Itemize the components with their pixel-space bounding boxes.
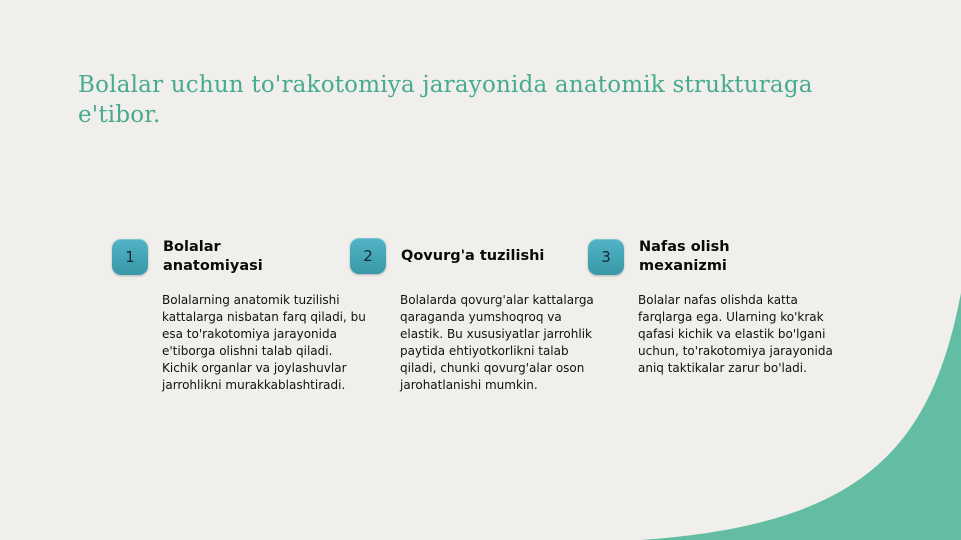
number-badge-2: 2: [350, 238, 386, 274]
column-nafas-olish-mexanizmi: [588, 238, 853, 375]
slide-title: Bolalar uchun to'rakotomiya jarayonida anatomik strukturaga e'tibor.: [78, 72, 813, 128]
column-heading: Qovurg'a tuzilishi: [401, 247, 545, 264]
column-body-text: Bolalar nafas olishda katta farqlarga ega. Ularning ko'krak qafasi kichik va elastik bo'lgani uchun, to'rakotomiya jarayonida aniq taktikalar zarur bo'ladi.: [638, 293, 833, 375]
column-header: [112, 238, 377, 276]
column-qovurga-tuzilishi: [350, 238, 615, 392]
column-body-text: Bolalarda qovurg'alar kattalarga qaraganda yumshoqroq va elastik. Bu xususiyatlar jarrohlik paytida ehtiyotkorlikni talab qiladi, chunki qovurg'alar oson jarohatlanishi mumkin.: [400, 293, 594, 392]
number-badge-1: 1: [112, 239, 148, 275]
column-header: [350, 238, 615, 274]
corner-swoosh-decoration: [631, 290, 961, 540]
corner-swoosh-path: [640, 293, 961, 540]
column-heading: Bolalar anatomiyasi: [163, 239, 263, 274]
column-bolalar-anatomiyasi: [112, 238, 377, 392]
number-badge-3: 3: [588, 239, 624, 275]
column-heading: Nafas olish mexanizmi: [639, 239, 730, 274]
column-header: [588, 238, 853, 276]
column-body-text: Bolalarning anatomik tuzilishi kattalarga nisbatan farq qiladi, bu esa to'rakotomiya jarayonida e'tiborga olishni talab qiladi. Kichik organlar va joylashuvlar jarrohlikni murakkablashtiradi.: [162, 293, 366, 392]
